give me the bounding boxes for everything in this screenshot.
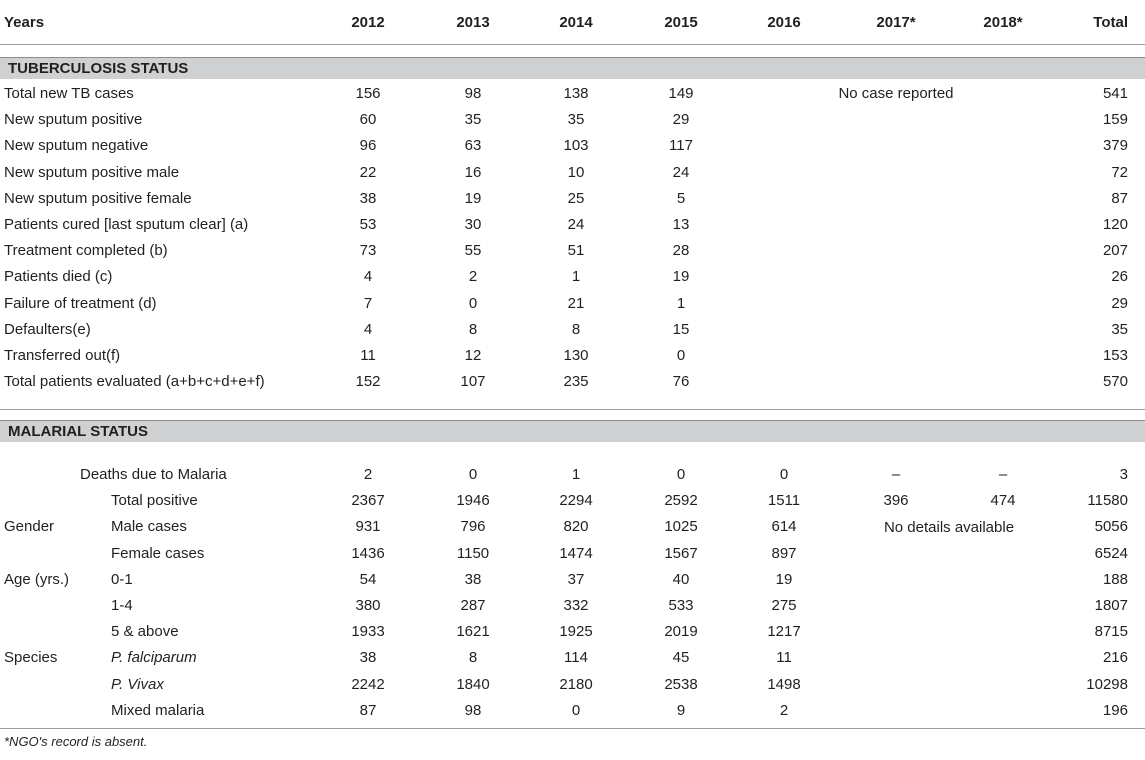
row-value: 30 [464, 216, 482, 233]
row-value: 24 [672, 163, 690, 181]
row-label: Transferred out(f) [4, 347, 121, 364]
tb-no-case-note: No case reported [838, 85, 954, 102]
row-value: 12 [464, 347, 482, 364]
row-value: 1025 [664, 518, 698, 536]
row-value: 103 [563, 137, 589, 155]
row-value: 287 [460, 597, 486, 614]
table-row [0, 369, 1145, 395]
row-total: 188 [1102, 570, 1128, 588]
row-value: 1 [571, 466, 581, 483]
header-year-2012: 2012 [351, 14, 385, 31]
row-value: 796 [460, 518, 486, 536]
row-value: 55 [464, 242, 482, 260]
header-year-2014: 2014 [559, 14, 593, 31]
row-value: 11 [776, 649, 792, 667]
row-value: 15 [672, 320, 690, 338]
row-value: 8 [468, 649, 478, 667]
row-total: 207 [1102, 242, 1128, 260]
row-label: Female cases [111, 544, 205, 562]
row-label: Deaths due to Malaria [80, 466, 227, 483]
row-value: 931 [355, 518, 381, 536]
row-value: 0 [779, 466, 789, 483]
row-value: 396 [883, 492, 909, 510]
row-value: 1436 [351, 544, 385, 562]
row-label: New sputum positive male [4, 163, 180, 181]
table-row [0, 462, 1145, 488]
table-row [0, 698, 1145, 724]
row-value: 5 [676, 189, 686, 207]
tb-section-divider [0, 409, 1145, 410]
row-total: 10298 [1086, 675, 1128, 693]
row-value: 73 [359, 242, 377, 260]
row-value: 38 [359, 189, 377, 207]
row-value: 235 [563, 373, 589, 391]
row-value: 117 [669, 137, 693, 155]
table-row [0, 133, 1145, 159]
row-total: 6524 [1094, 544, 1128, 562]
row-total: 35 [1111, 320, 1128, 338]
row-value: 0 [468, 466, 478, 483]
header-year-2017: 2017* [876, 14, 916, 31]
row-value: 1150 [456, 544, 490, 562]
row-total: 8715 [1094, 623, 1128, 641]
row-value: 1840 [456, 675, 490, 693]
row-value: 107 [460, 373, 486, 391]
row-value: 63 [464, 137, 482, 155]
table-bottom-rule [0, 728, 1145, 729]
row-value: – [998, 466, 1008, 483]
row-label: New sputum positive [4, 111, 143, 129]
malaria-section-title: MALARIAL STATUS [8, 423, 148, 440]
row-value: 275 [771, 597, 797, 614]
table-row [0, 238, 1145, 264]
row-value: 2592 [664, 492, 698, 510]
row-value: 38 [359, 649, 377, 667]
row-value: 54 [359, 570, 377, 588]
row-value: 35 [464, 111, 482, 129]
row-label: 5 & above [111, 623, 179, 641]
row-total: 153 [1102, 347, 1128, 364]
row-total: 3 [1119, 466, 1128, 483]
table-row [0, 672, 1145, 698]
table-row [0, 212, 1145, 238]
row-total: 1807 [1094, 597, 1128, 614]
row-label: Total patients evaluated (a+b+c+d+e+f) [4, 373, 265, 391]
row-value: 897 [771, 544, 797, 562]
row-value: 2019 [664, 623, 698, 641]
row-value: 1933 [351, 623, 385, 641]
row-total: 29 [1111, 294, 1128, 312]
row-value: 98 [464, 701, 482, 719]
row-value: 2 [779, 701, 789, 719]
row-value: 40 [672, 570, 690, 588]
row-value: 1621 [456, 623, 490, 641]
row-value: 13 [672, 216, 690, 233]
row-group-label: Gender [4, 518, 55, 536]
row-value: 0 [676, 347, 686, 364]
row-label: 1-4 [111, 597, 133, 614]
row-value: 0 [571, 701, 581, 719]
header-year-2013: 2013 [456, 14, 490, 31]
row-value: 2 [363, 466, 373, 483]
table-row [0, 645, 1145, 671]
row-label: 0-1 [111, 570, 133, 588]
row-total: 26 [1111, 268, 1128, 286]
row-value: 1474 [559, 544, 593, 562]
table-row [0, 488, 1145, 514]
row-value: 332 [563, 597, 589, 614]
table-row [0, 264, 1145, 290]
row-label: Total positive [111, 492, 198, 510]
row-value: 35 [567, 111, 585, 129]
row-value: 138 [563, 85, 589, 102]
row-value: 9 [676, 701, 686, 719]
header-years-label: Years [4, 14, 45, 31]
row-group-label: Species [4, 649, 58, 667]
row-value: 2538 [664, 675, 698, 693]
row-value: 533 [668, 597, 694, 614]
row-value: 29 [672, 111, 690, 129]
row-value: 11 [360, 347, 376, 364]
row-value: 38 [464, 570, 482, 588]
table-row [0, 317, 1145, 343]
row-label: P. Vivax [111, 675, 164, 693]
row-total: 541 [1102, 85, 1128, 102]
row-value: 1498 [767, 675, 801, 693]
row-value: 0 [676, 466, 686, 483]
row-value: 2294 [559, 492, 593, 510]
row-value: 53 [359, 216, 377, 233]
row-label: Male cases [111, 518, 187, 536]
row-total: 87 [1111, 189, 1128, 207]
row-value: 21 [567, 294, 585, 312]
malaria-no-details-note: No details available [883, 519, 1015, 536]
header-divider [0, 44, 1145, 45]
row-total: 11580 [1087, 492, 1128, 510]
table-row [0, 541, 1145, 567]
row-value: 28 [672, 242, 690, 260]
row-label: Failure of treatment (d) [4, 294, 157, 312]
row-value: 1 [571, 268, 581, 286]
table-row [0, 291, 1145, 317]
table-row [0, 593, 1145, 619]
row-value: – [891, 466, 901, 483]
row-value: 0 [468, 294, 478, 312]
row-value: 22 [359, 163, 377, 181]
tb-section-band [0, 57, 1145, 79]
table-row [0, 160, 1145, 186]
row-value: 156 [355, 85, 381, 102]
row-label: P. falciparum [111, 649, 197, 667]
row-value: 19 [775, 570, 793, 588]
row-total: 196 [1102, 701, 1128, 719]
row-value: 76 [672, 373, 690, 391]
row-total: 216 [1102, 649, 1128, 667]
row-value: 130 [563, 347, 589, 364]
row-value: 8 [571, 320, 581, 338]
header-year-2018: 2018* [983, 14, 1023, 31]
table-row [0, 619, 1145, 645]
row-label: Defaulters(e) [4, 320, 91, 338]
row-value: 4 [363, 268, 373, 286]
row-value: 7 [363, 294, 373, 312]
row-value: 19 [464, 189, 482, 207]
row-total: 379 [1102, 137, 1128, 155]
row-value: 1217 [767, 623, 801, 641]
row-value: 380 [355, 597, 381, 614]
header-total: Total [1093, 14, 1128, 31]
row-value: 1567 [664, 544, 698, 562]
row-value: 820 [563, 518, 589, 536]
header-year-2016: 2016 [767, 14, 801, 31]
row-total: 159 [1102, 111, 1128, 129]
row-value: 149 [668, 85, 694, 102]
row-label: Patients cured [last sputum clear] (a) [4, 216, 249, 233]
footnote: *NGO's record is absent. [4, 734, 148, 749]
row-value: 24 [567, 216, 585, 233]
row-value: 2367 [351, 492, 385, 510]
table-row [0, 186, 1145, 212]
row-value: 19 [672, 268, 690, 286]
row-value: 1925 [559, 623, 593, 641]
row-value: 25 [567, 189, 585, 207]
header-year-2015: 2015 [664, 14, 698, 31]
row-value: 87 [359, 701, 377, 719]
table-row [0, 343, 1145, 369]
row-value: 16 [464, 163, 482, 181]
row-value: 1 [676, 294, 686, 312]
row-value: 60 [359, 111, 377, 129]
row-value: 45 [672, 649, 690, 667]
row-value: 474 [990, 492, 1016, 510]
malaria-section-band [0, 420, 1145, 442]
row-value: 4 [363, 320, 373, 338]
row-value: 152 [355, 373, 381, 391]
row-value: 8 [468, 320, 478, 338]
row-label: Total new TB cases [4, 85, 134, 102]
tb-section-title: TUBERCULOSIS STATUS [8, 60, 189, 77]
row-value: 37 [567, 570, 585, 588]
row-value: 114 [564, 649, 588, 667]
row-total: 120 [1102, 216, 1128, 233]
table-row [0, 107, 1145, 133]
row-value: 2 [468, 268, 478, 286]
row-value: 2180 [559, 675, 593, 693]
row-value: 1946 [456, 492, 490, 510]
row-value: 1511 [767, 492, 801, 510]
header-row [0, 10, 1145, 36]
row-label: New sputum positive female [4, 189, 192, 207]
row-value: 51 [567, 242, 585, 260]
table-row [0, 81, 1145, 107]
row-value: 614 [771, 518, 797, 536]
row-value: 98 [464, 85, 482, 102]
row-value: 2242 [351, 675, 385, 693]
row-total: 72 [1111, 163, 1128, 181]
row-value: 10 [567, 163, 585, 181]
row-label: New sputum negative [4, 137, 149, 155]
row-label: Mixed malaria [111, 701, 205, 719]
row-total: 5056 [1094, 518, 1128, 536]
row-value: 96 [359, 137, 377, 155]
row-label: Patients died (c) [4, 268, 113, 286]
row-group-label: Age (yrs.) [4, 570, 70, 588]
row-label: Treatment completed (b) [4, 242, 168, 260]
row-total: 570 [1102, 373, 1128, 391]
table-row [0, 567, 1145, 593]
